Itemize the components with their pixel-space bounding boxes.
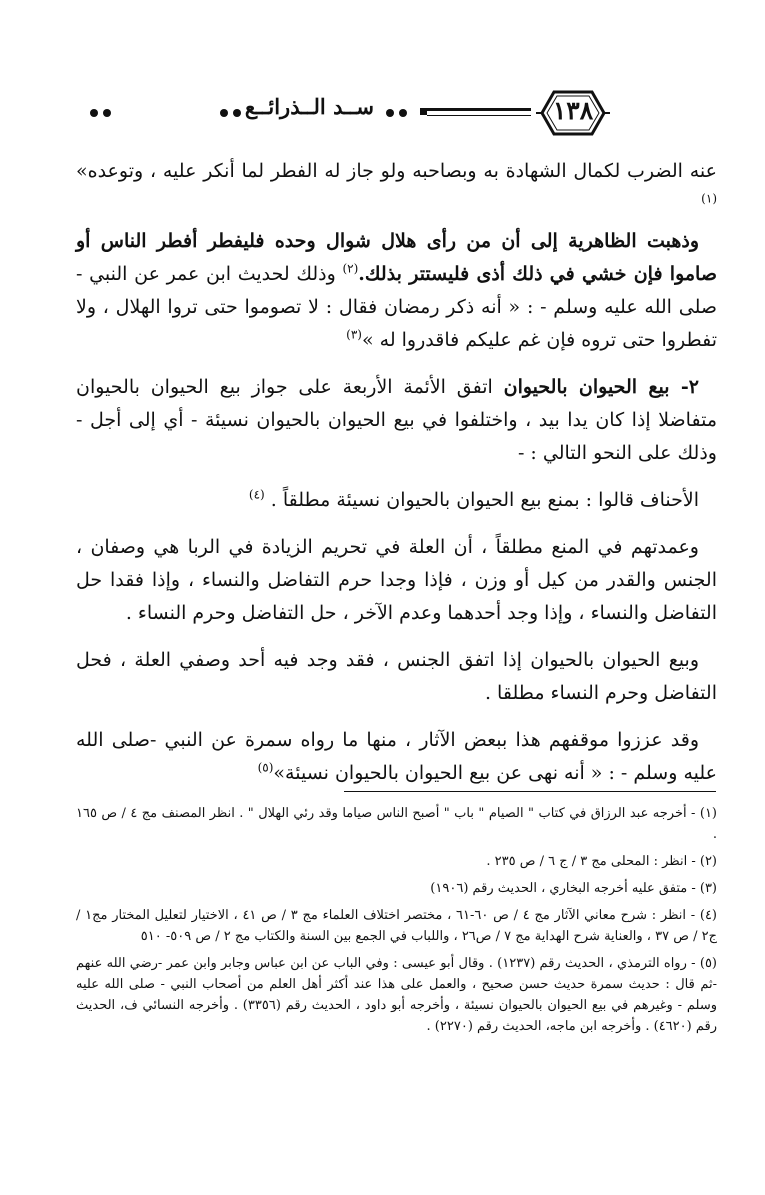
paragraph-text: وقد عززوا موقفهم هذا ببعض الآثار ، منها ما رواه سمرة عن النبي -صلى الله عليه وسلم - : « أنه نهى عن بيع الحيوان بالحيوان نسيئة» [76,729,717,784]
paragraph [76,225,717,357]
paragraph-text: عنه الضرب لكمال الشهادة به وبصاحبه ولو جاز له الفطر لما أنكر عليه ، وتوعده» [76,160,717,182]
paragraph [76,724,717,790]
footnote-ref: (٢) [342,261,359,276]
paragraph [76,155,717,221]
section-heading: ٢- بيع الحيوان بالحيوان [503,376,700,398]
footnotes [76,803,717,1043]
header-rule [427,115,531,116]
footnote: (٣) - متفق عليه أخرجه البخاري ، الحديث رقم (١٩٠٦) [430,881,717,896]
ornament-dot-icon [220,109,228,117]
header-rule [427,108,531,111]
footnote: (٥) - رواه الترمذي ، الحديث رقم (١٢٣٧) . وقال أبو عيسى : وفي الباب عن ابن عباس وجابر وابن عمر -رضي الله عنهم -ثم قال : حديث سمرة حديث حسن صحيح ، والعمل على هذا عند أكثر أهل العلم من أصحاب النبي - صلى الله عليه وسلم - وغيرهم في بيع الحيوان بالحيوان نسيئة ، وأخرجه أبو داود ، الحديث رقم (٣٣٥٦) . وأخرجه النسائي ف، الحديث رقم (٤٦٢٠) . وأخرجه ابن ماجه، الحديث رقم (٢٢٧٠) . [76,956,718,1034]
ornament-square-icon [420,108,427,115]
footnote: (٤) - انظر : شرح معاني الآثار مج ٤ / ص ٦٠-٦١ ، مختصر اختلاف العلماء مج ٣ / ص ٤١ ، الاختيار لتعليل المختار مج١ / ج٢ / ص ٣٧ ، والعناية شرح الهداية مج ٧ / ص٢٦ ، واللباب في الجمع بين السنة والكتاب مج ٢ / ص ٥٠٩- ٥١٠ [76,908,717,944]
footnote-separator [344,791,716,792]
paragraph-text: اتفق الأئمة الأربعة على جواز بيع الحيوان بالحيوان متفاضلا إذا كان يدا بيد ، واختلفوا في بيع الحيوان بالحيوان نسيئة - أي إلى أجل - وذلك على النحو التالي : - [76,376,717,464]
paragraph-text: وبيع الحيوان بالحيوان إذا اتفق الجنس ، فقد وجد فيه أحد وصفي العلة ، فحل التفاضل وحرم النساء مطلقا . [76,649,717,704]
bold-statement: وذهبت الظاهرية إلى أن من رأى هلال شوال وحده فليفطر أفطر الناس أو صاموا فإن خشي في ذلك أذى فليستتر بذلك. [76,230,717,285]
footnote: (٢) - انظر : المحلى مج ٣ / ج ٦ / ص ٢٣٥ . [486,854,717,869]
ornament-dot-icon [233,109,241,117]
footnote-ref: (٣) [346,327,362,342]
running-title: ســد الــذرائــع [244,94,374,119]
paragraph [76,484,717,517]
page-number-frame [536,86,610,140]
page-number: ١٣٨ [552,96,594,125]
footnote-ref: (٤) [248,487,265,502]
ornament-dot-icon [399,109,407,117]
main-text [76,155,717,804]
footnote: (١) - أخرجه عبد الرزاق في كتاب " الصيام " باب " أصبح الناس صياما وقد رئي الهلال " . انظر المصنف مج ٤ / ص ١٦٥ . [76,806,717,842]
paragraph [76,371,717,470]
footnote-ref: (١) [701,191,717,206]
ornament-dot-icon [386,109,394,117]
paragraph [76,644,717,710]
paragraph [76,531,717,630]
footnote-ref: (٥) [257,760,274,775]
page-header [80,84,720,144]
ornament-dot-icon [103,109,111,117]
paragraph-text: وعمدتهم في المنع مطلقاً ، أن العلة في تحريم الزيادة في الربا هي وصفان ، الجنس والقدر من كيل أو وزن ، فإذا وجدا حرم التفاضل والنساء ، وإذا فقدا حل التفاضل والنساء ، وإذا وجد أحدهما وعدم الآخر ، حل التفاضل وحرم النساء . [76,536,717,624]
paragraph-text: وذلك لحديث ابن عمر عن النبي - صلى الله عليه وسلم - : « أنه ذكر رمضان فقال : لا تصوموا حتى تروا الهلال ، ولا تفطروا حتى تروه فإن غم عليكم فاقدروا له » [76,263,717,351]
paragraph-text: الأحناف قالوا : بمنع بيع الحيوان بالحيوان نسيئة مطلقاً . [264,489,699,511]
ornament-dot-icon [90,109,98,117]
